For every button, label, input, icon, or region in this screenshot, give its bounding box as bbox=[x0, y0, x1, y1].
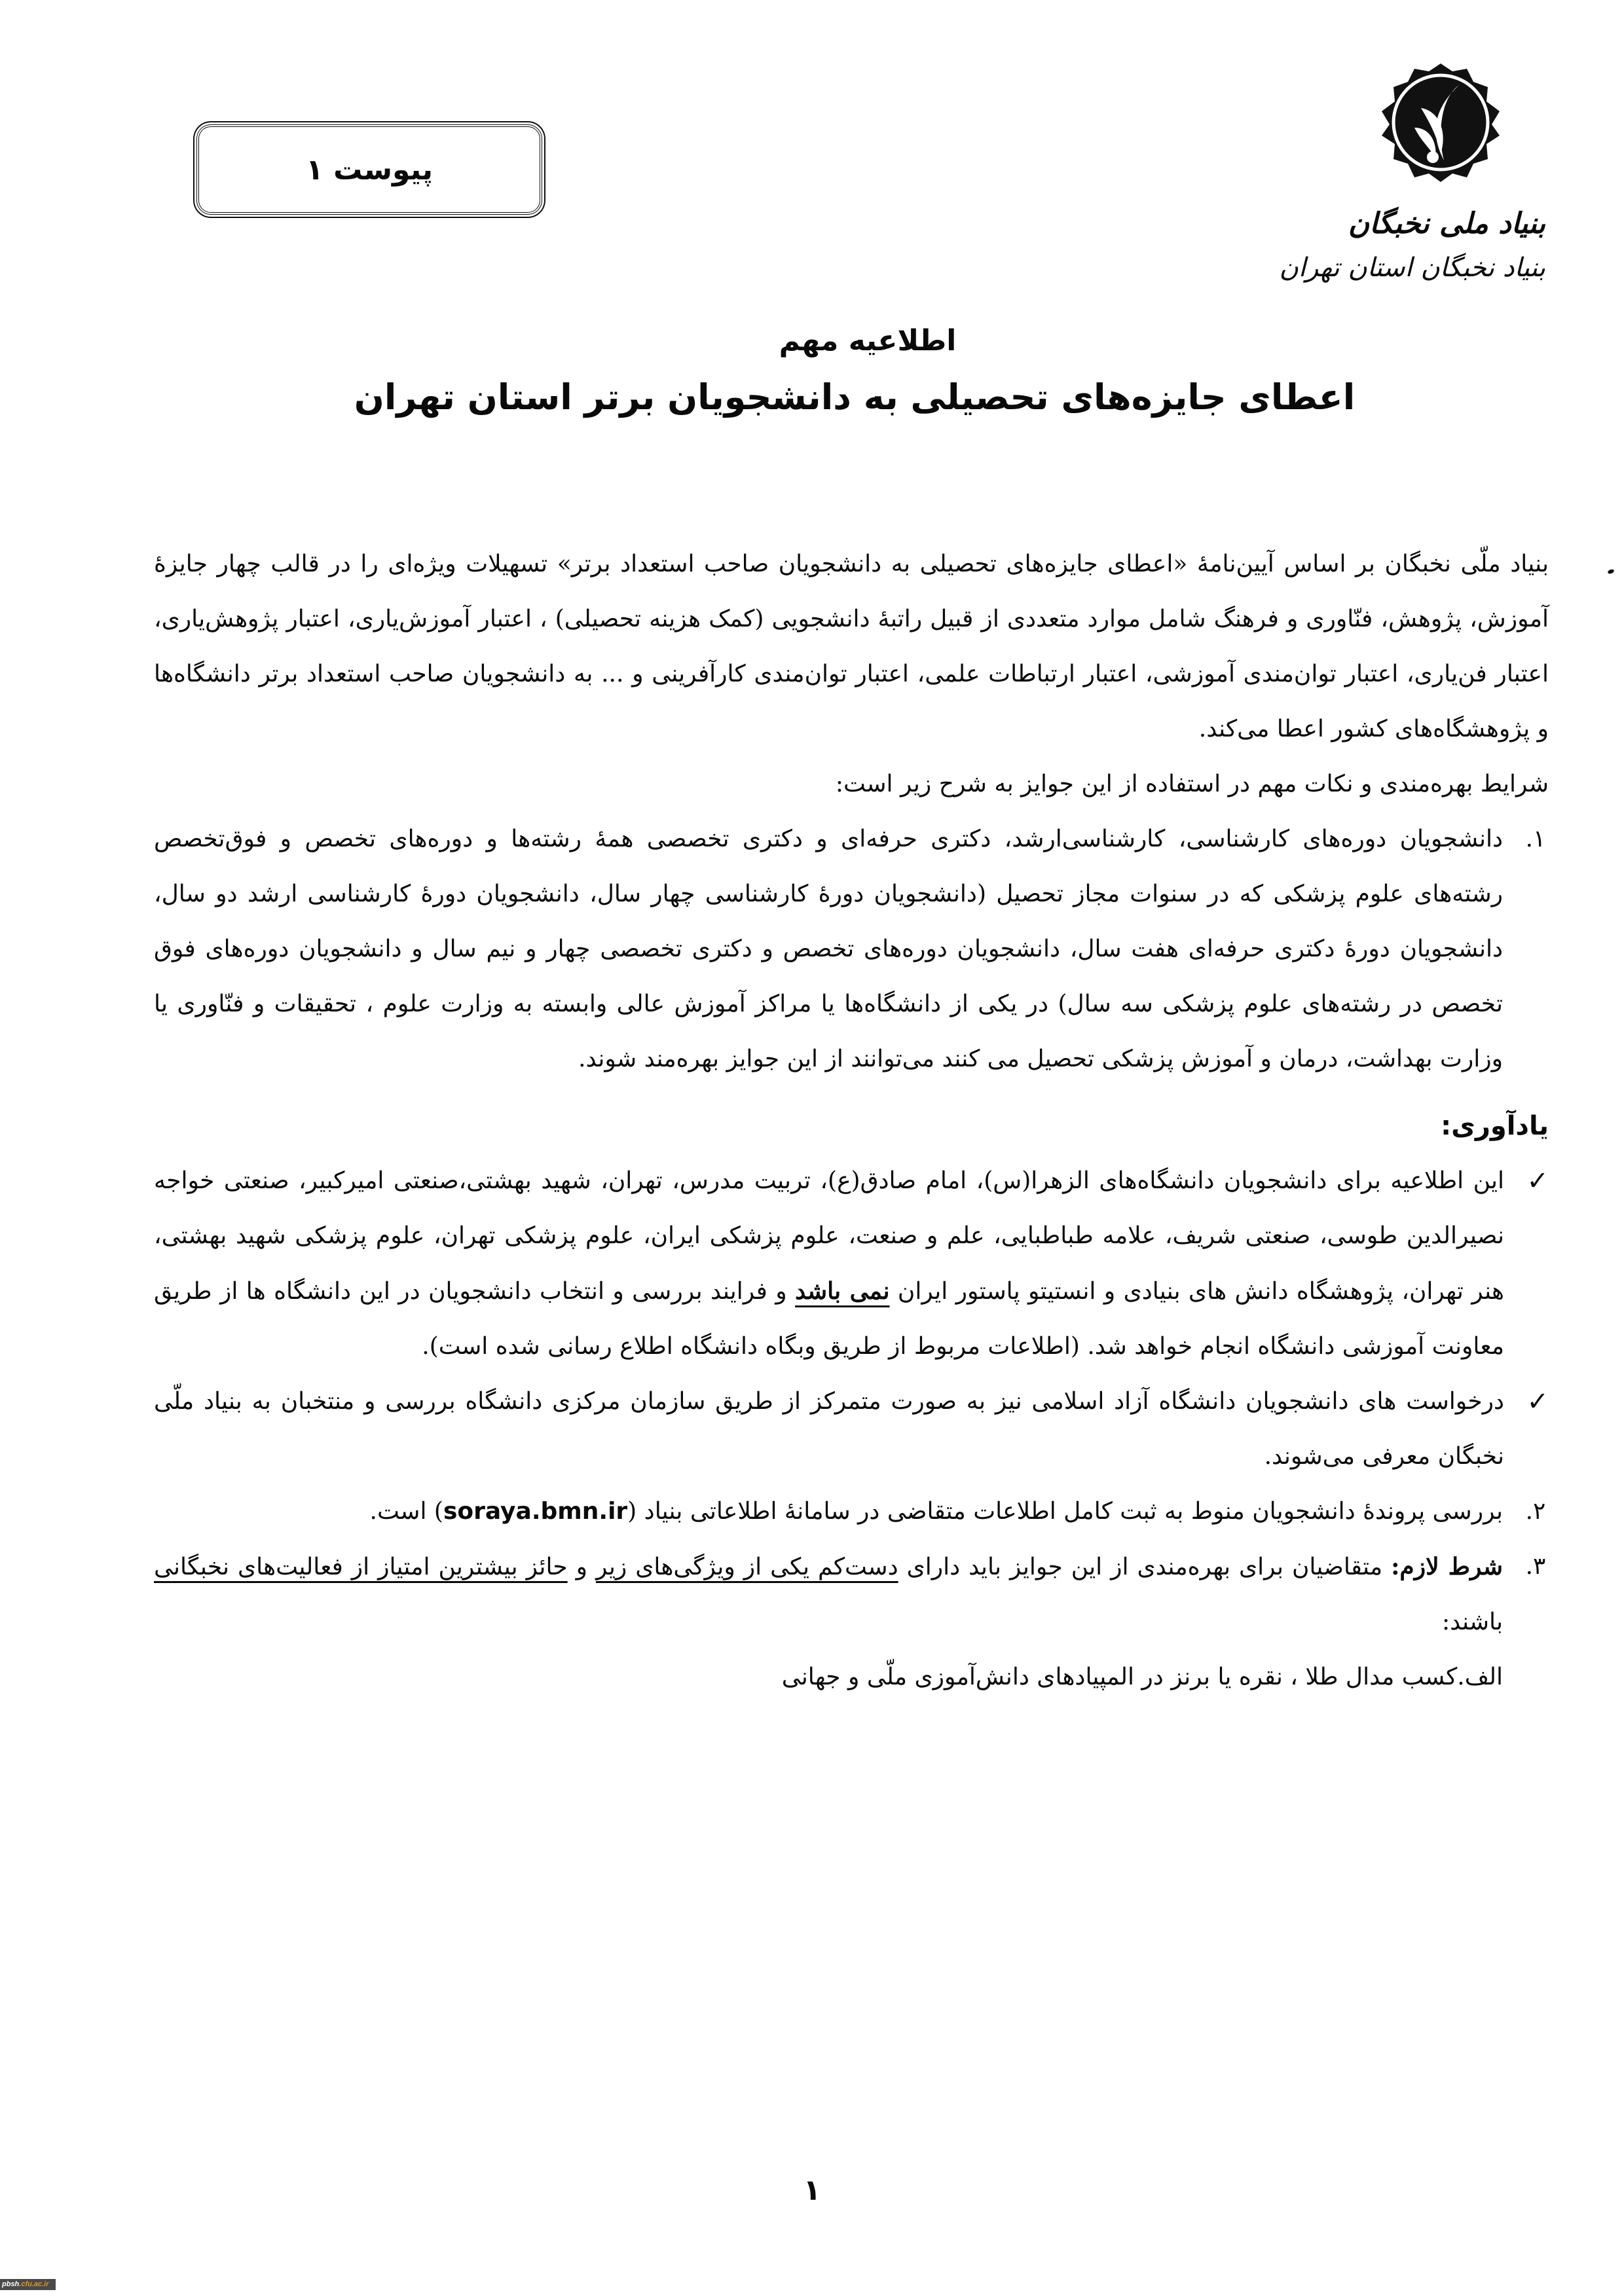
org-branch: بنیاد نخبگان استان تهران bbox=[1279, 253, 1545, 283]
item-text-join: و bbox=[567, 1554, 596, 1580]
required-condition-label: شرط لازم: bbox=[1391, 1553, 1503, 1580]
conditions-list bbox=[154, 812, 1549, 1087]
item-number: ۲. bbox=[1525, 1498, 1546, 1525]
item-number: ۳. bbox=[1525, 1553, 1546, 1580]
underlined-requirement: دست‌کم یکی از ویژگی‌های زیر bbox=[596, 1554, 898, 1580]
intro-paragraph: بنیاد ملّی نخبگان بر اساس آیین‌نامهٔ «اعطای جایزه‌های تحصیلی به دانشجویان صاحب استعداد برتر» تسهیلات ویژه‌ای را در قالب چهار جایزهٔ آموزش، پژوهش، فنّاوری و فرهنگ شامل موارد متعددی از قبیل راتبهٔ دانشجویی (کمک هزینه تحصیلی) ، اعتبار آموزش‌یاری، اعتبار پژوهش‌یاری، اعتبار فن‌یاری، اعتبار توان‌مندی آموزشی، اعتبار ارتباطات علمی، اعتبار توان‌مندی کارآفرینی و ... به دانشجویان صاحب استعداد برتر دانشگاه‌ها و پژوهشگاه‌های کشور اعطا می‌کند. bbox=[154, 551, 1549, 742]
site-watermark bbox=[0, 2279, 56, 2290]
item-text: بررسی پروندهٔ دانشجویان منوط به ثبت کامل اطلاعات متقاضی در سامانهٔ اطلاعاتی بنیاد ( bbox=[627, 1498, 1503, 1525]
condition-item-1 bbox=[154, 812, 1549, 1087]
checkmark-icon: ✓ bbox=[1526, 1166, 1549, 1196]
reminder-emphasis: نمی باشد bbox=[795, 1277, 890, 1305]
page-number: ۱ bbox=[803, 2174, 821, 2207]
condition-item-3 bbox=[154, 1539, 1549, 1705]
condition-item-2 bbox=[154, 1484, 1549, 1539]
item-text: دانشجویان دوره‌های کارشناسی، کارشناسی‌ارشد، دکتری حرفه‌ای و دکتری تخصصی همهٔ رشته‌ها و دوره‌های تخصص و فوق‌تخصص رشته‌های علوم پزشکی که در سنوات مجاز تحصیل (دانشجویان دورهٔ کارشناسی چهار سال، دانشجویان دورهٔ کارشناسی ارشد دو سال، دانشجویان دورهٔ دکتری حرفه‌ای هفت سال، دانشجویان دوره‌های تخصص و دکتری تخصصی چهار و نیم سال و دانشجویان دوره‌های فوق تخصص در رشته‌های علوم پزشکی سه سال) در یکی از دانشگاه‌ها یا مراکز آموزش عالی وابسته به وزارت علوم ، تحقیقات و فنّاوری یا وزارت بهداشت، درمان و آموزش پزشکی تحصیل می کنند می‌توانند از این جوایز بهره‌مند شوند. bbox=[154, 826, 1504, 1072]
conditions-intro: شرایط بهره‌مندی و نکات مهم در استفاده از این جوایز به شرح زیر است: bbox=[835, 771, 1549, 797]
system-link[interactable]: soraya.bmn.ir bbox=[443, 1498, 628, 1525]
watermark-tail: .cfu.ac.ir bbox=[19, 2280, 49, 2288]
org-name: بنیاد ملی نخبگان bbox=[1348, 207, 1545, 240]
reminder-bullet-2 bbox=[154, 1374, 1549, 1484]
watermark-main: pbsh bbox=[2, 2280, 20, 2288]
attachment-label: پیوست ۱ bbox=[305, 153, 434, 187]
organization-brand bbox=[1280, 203, 1545, 291]
reminder-heading: یادآوری: bbox=[1441, 1111, 1549, 1141]
main-title: اعطای جایزه‌های تحصیلی به دانشجویان برتر استان تهران bbox=[354, 376, 1356, 418]
sub-item-a: الف.کسب مدال طلا ، نقره یا برنز در المپیادهای دانش‌آموزی ملّی و جهانی bbox=[781, 1664, 1503, 1690]
item-text: متقاضیان برای بهره‌مندی از این جوایز باید دارای bbox=[898, 1554, 1392, 1580]
item-text-end: باشند: bbox=[1441, 1609, 1503, 1635]
foundation-emblem-icon bbox=[1375, 62, 1506, 183]
margin-ink-mark bbox=[1607, 568, 1614, 574]
underlined-requirement: حائز بیشترین امتیاز از فعالیت‌های نخبگانی bbox=[154, 1554, 568, 1580]
attachment-label-box bbox=[196, 124, 542, 215]
item-number: ۱. bbox=[1525, 826, 1546, 852]
reminder-text: این اطلاعیه برای دانشجویان دانشگاه‌های الزهرا(س)، امام صادق(ع)، تربیت مدرس، تهران، شهید بهشتی،صنعتی امیرکبیر، صنعتی خواجه نصیرالدین طوسی، صنعتی شریف، علامه طباطبایی، علم و صنعت، علوم پزشکی ایران، علوم پزشکی تهران، علوم پزشکی شهید بهشتی، هنر تهران، پژوهشگاه دانش های بنیادی و انستیتو پاستور ایران bbox=[154, 1167, 1504, 1305]
checkmark-icon: ✓ bbox=[1526, 1387, 1549, 1417]
reminder-bullet-1 bbox=[154, 1154, 1549, 1374]
reminder-text: درخواست های دانشجویان دانشگاه آزاد اسلامی نیز به صورت متمرکز از طریق سازمان مرکزی دانشگاه بررسی و منتخبان به بنیاد ملّی نخبگان معرفی می‌شوند. bbox=[154, 1388, 1504, 1470]
item-text-after: ) است. bbox=[369, 1498, 443, 1525]
notice-title: اطلاعیه مهم bbox=[779, 324, 957, 357]
reminder-text-after: و فرایند بررسی و انتخاب دانشجویان در این دانشگاه ها از طریق معاونت آموزشی دانشگاه انجام خواهد شد. (اطلاعات مربوط از طریق وبگاه دانشگاه اطلاع رسانی شده است). bbox=[154, 1278, 1504, 1360]
document-body bbox=[154, 537, 1549, 1705]
